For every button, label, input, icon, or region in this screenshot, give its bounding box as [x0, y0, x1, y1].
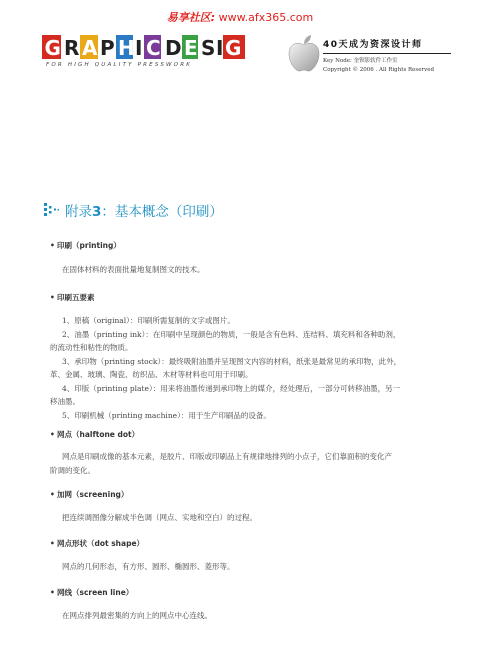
list-item: 5、印刷机械（printing machine）：用于生产印刷品的设备。 [62, 410, 271, 420]
svg-text:D: D [165, 36, 182, 60]
watermark-logo: 易享社区: [166, 11, 216, 24]
dots-bullet-icon [44, 203, 60, 217]
series-copyright: Copyright © 2006 . All Rights Reserved [323, 67, 435, 73]
svg-text:G: G [225, 36, 242, 60]
svg-text:G: G [44, 36, 61, 60]
brand-tagline: FOR HIGH QUALITY PRESSWORK [46, 62, 193, 68]
site-watermark [0, 9, 480, 25]
series-key-label: Key Node: [323, 58, 352, 64]
section-heading: • 网线（screen line） [50, 588, 134, 597]
svg-text:E: E [184, 36, 198, 60]
section-paragraph: 网点的几何形态，有方形、圆形、椭圆形、菱形等。 [62, 562, 235, 571]
graphic-design-logo [42, 34, 246, 60]
section-heading: • 印刷五要素 [50, 293, 95, 302]
svg-text:H: H [118, 36, 135, 60]
section-paragraph: 把连续调图像分解成半色调（网点、实地和空白）的过程。 [62, 513, 257, 522]
section-paragraph-continued: 阶调的变化。 [50, 466, 95, 475]
section-paragraph: 网点是印刷成像的基本元素，是胶片、印版或印刷品上有规律地排列的小点子，它们靠面积的变化产 [62, 452, 392, 461]
section-paragraph: 在固体材料的表面批量地复制图文的技术。 [62, 265, 205, 274]
svg-text:I: I [216, 36, 224, 60]
section-screening [50, 489, 450, 525]
series-info [323, 37, 453, 73]
series-title: 40天成为资深设计师 [323, 40, 423, 50]
section-paragraph: 在网点排列最密集的方向上的网点中心连线。 [62, 611, 212, 620]
svg-text:I: I [135, 36, 143, 60]
list-item: 移油墨。 [50, 397, 80, 406]
section-halftone-dot [50, 429, 450, 478]
svg-text:R: R [64, 36, 80, 60]
watermark-url: www.afx365.com [218, 11, 314, 24]
section-printing [50, 240, 450, 277]
chapter-title [65, 200, 223, 220]
section-screen-line [50, 587, 450, 623]
svg-text:A: A [82, 36, 98, 60]
series-key-value: 奎钡影软件工作室 [353, 58, 398, 64]
list-item: 3、承印物（printing stock）：最终吸附油墨并呈现图文内容的材料，纸张是最常见的承印物，此外， [62, 356, 402, 366]
section-five-elements [50, 292, 450, 422]
svg-text:C: C [146, 36, 161, 60]
chapter-prefix: 附录 [65, 204, 92, 220]
section-heading: • 网点形状（dot shape） [50, 539, 145, 548]
list-item: 1、原稿（original）：印刷所需复制的文字或图片。 [62, 316, 235, 325]
section-heading: • 印刷（printing） [50, 241, 121, 250]
series-key [323, 56, 453, 64]
chapter-title-text: ：基本概念（印刷） [101, 204, 223, 220]
svg-text:P: P [100, 36, 115, 60]
list-item: 4、印版（printing plate）：用来将油墨传递到承印物上的媒介，经处理后，一部分可转移油墨，另一 [62, 383, 401, 393]
apple-logo-icon [287, 33, 321, 73]
series-divider [323, 53, 451, 54]
list-item: 革、金属、玻璃、陶瓷、纺织品、木材等材料也可用于印刷。 [50, 370, 253, 379]
svg-text:S: S [201, 36, 216, 60]
section-heading: • 网点（halftone dot） [50, 430, 140, 439]
section-heading: • 加网（screening） [50, 490, 129, 499]
list-item: 的流动性和粘性的物质。 [50, 343, 133, 352]
section-dot-shape [50, 538, 450, 574]
list-item: 2、油墨（printing ink）：在印刷中呈现颜色的物质，一般是含有色料、连结料、填充料和各种助剂， [62, 329, 401, 339]
chapter-heading [44, 200, 223, 220]
chapter-number: 3 [92, 204, 102, 220]
